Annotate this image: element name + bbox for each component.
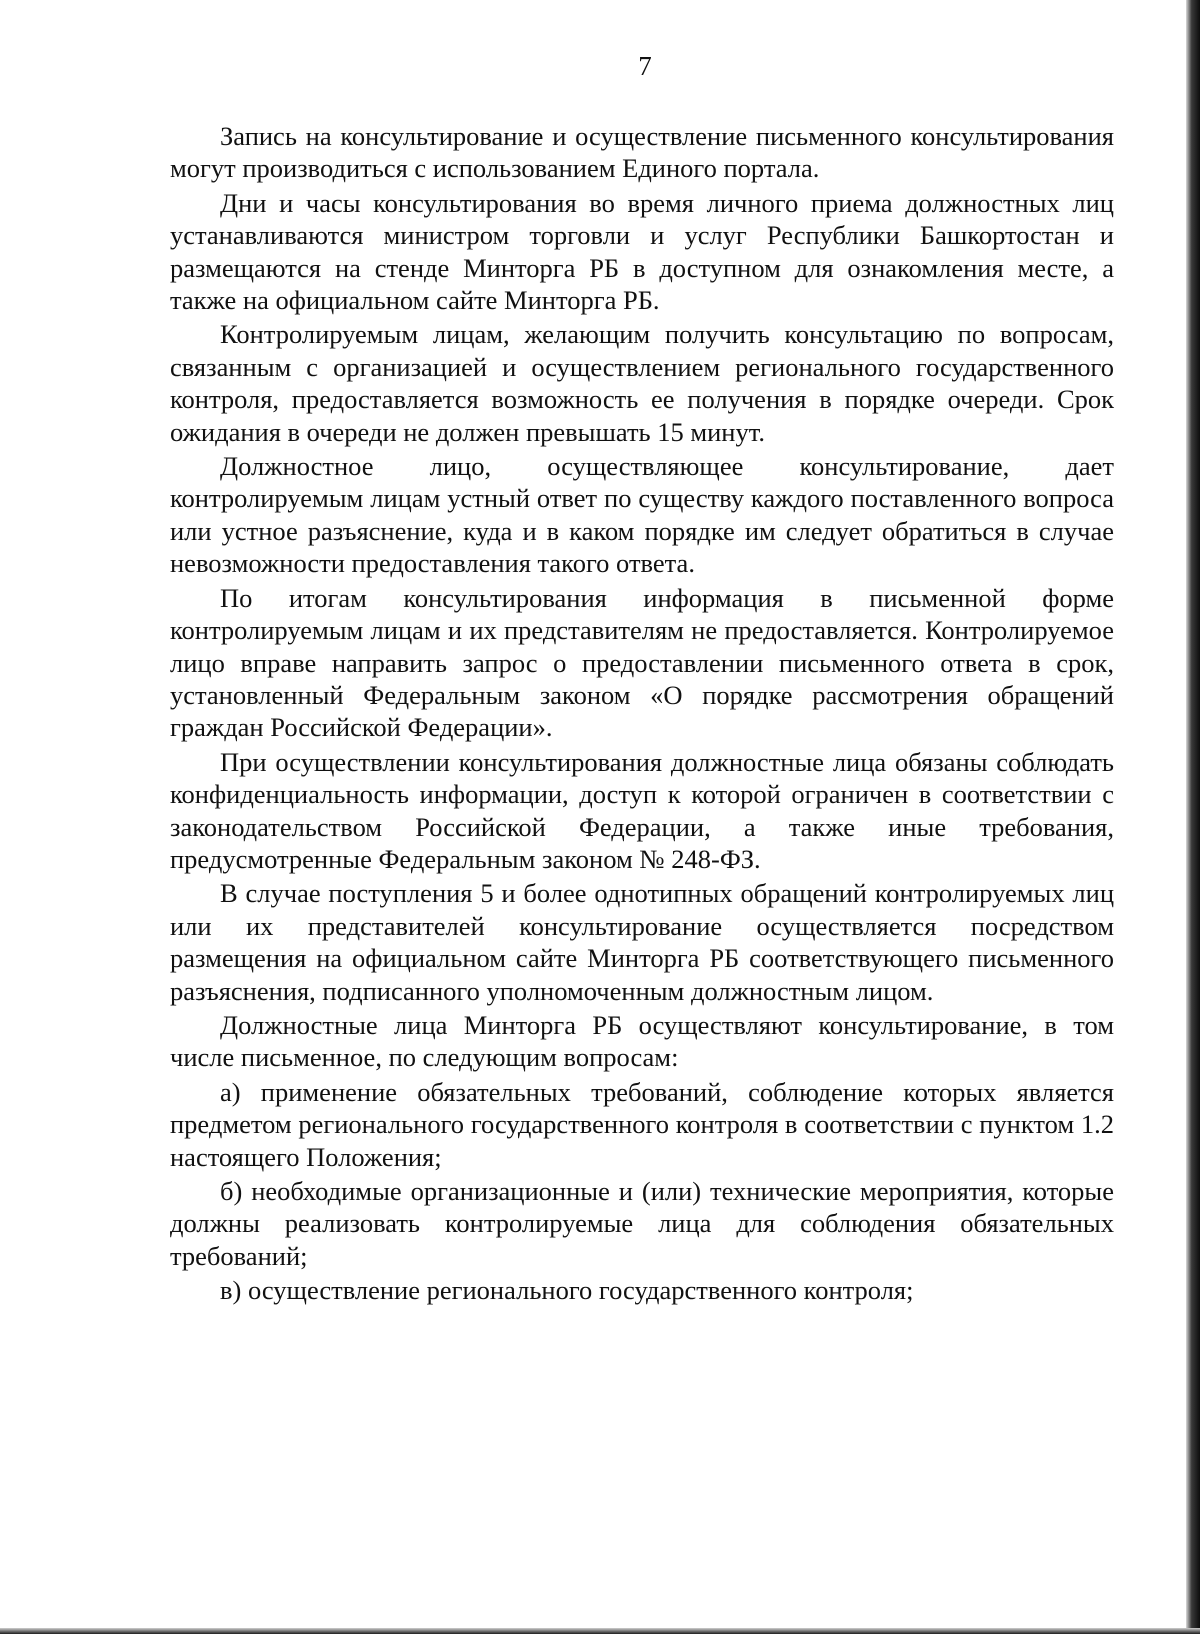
scan-edge-bottom <box>0 1628 1200 1634</box>
paragraph-confidentiality: При осуществлении консультирования должностные лица обязаны соблюдать конфиденциальность информации, доступ к которой ограничен в соответствии с законодательством Российской Федерации, а также иные требования, предусмотренные Федеральным законом № 248-ФЗ. <box>170 746 1114 874</box>
paragraph-similar-requests: В случае поступления 5 и более однотипных обращений контролируемых лиц или их представителей консультирование осуществляется посредством размещения на официальном сайте Минторга РБ соответствующего письменного разъяснения, подписанного уполномоченным должностным лицом. <box>170 878 1114 1006</box>
paragraph-written-request: По итогам консультирования информация в письменной форме контролируемым лицам и их представителям не предоставляется. Контролируемое лицо вправе направить запрос о предоставлении письменного ответа в срок, установленный Федеральным законом «О порядке рассмотрения обращений граждан Российской Федерации». <box>170 582 1114 743</box>
paragraph-consultation-topics: Должностные лица Минторга РБ осуществляют консультирование, в том числе письменное, по следующим вопросам: <box>170 1009 1114 1073</box>
scan-edge-right <box>1186 0 1200 1634</box>
list-item-a: а) применение обязательных требований, соблюдение которых является предметом регионального государственного контроля в соответствии с пунктом 1.2 настоящего Положения; <box>170 1076 1114 1172</box>
list-item-b: б) необходимые организационные и (или) технические мероприятия, которые должны реализовать контролируемые лица для соблюдения обязательных требований; <box>170 1176 1114 1271</box>
document-body <box>170 120 1114 1309</box>
paragraph-oral-answer: Должностное лицо, осуществляющее консультирование, дает контролируемым лицам устный ответ по существу каждого поставленного вопроса или устное разъяснение, куда и в каком порядке им следует обратиться в случае невозможности предоставления такого ответа. <box>170 451 1114 579</box>
paragraph-consultation-booking: Запись на консультирование и осуществление письменного консультирования могут производиться с использованием Единого портала. <box>170 121 1114 184</box>
page-number: 7 <box>638 51 652 81</box>
paragraph-queue: Контролируемым лицам, желающим получить консультацию по вопросам, связанным с организацией и осуществлением регионального государственного контроля, предоставляется возможность ее получения в порядке очереди. Срок ожидания в очереди не должен превышать 15 минут. <box>170 319 1114 447</box>
list-item-c: в) осуществление регионального государственного контроля; <box>220 1275 914 1306</box>
paragraph-consultation-hours: Дни и часы консультирования во время личного приема должностных лиц устанавливаются министром торговли и услуг Республики Башкортостан и размещаются на стенде Минторга РБ в доступном для ознакомления месте, а также на официальном сайте Минторга РБ. <box>170 187 1114 316</box>
